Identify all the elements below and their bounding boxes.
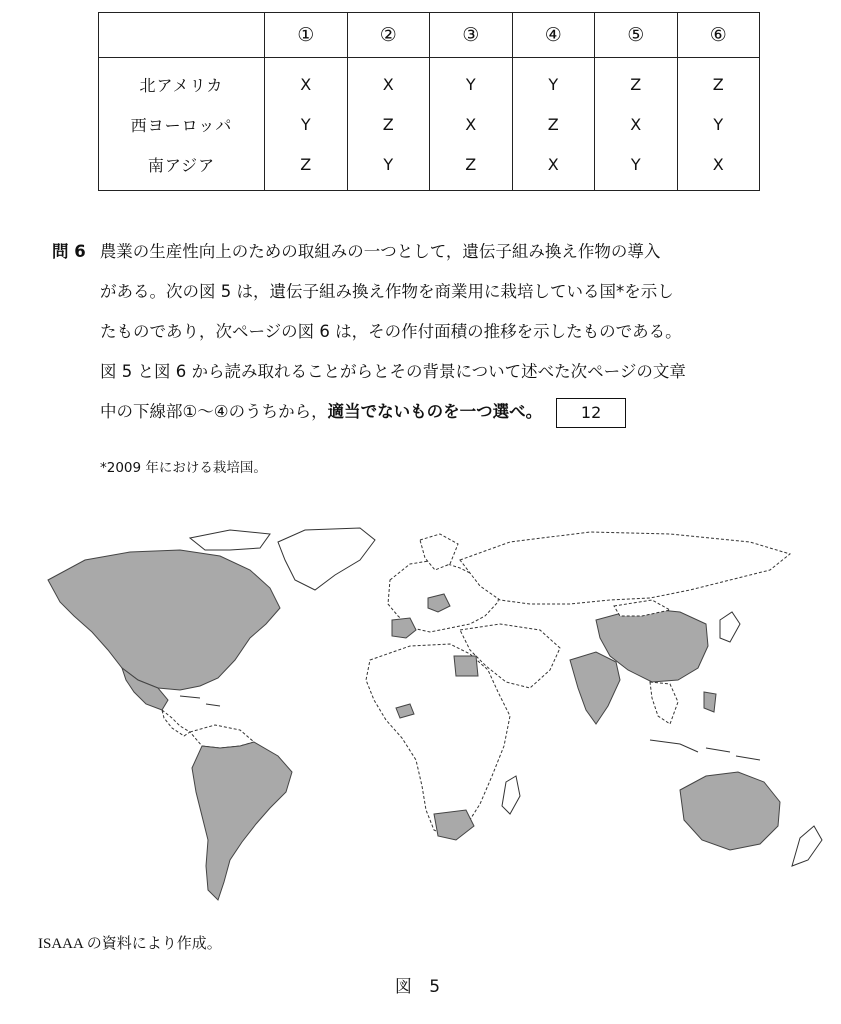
central-america-shape	[162, 710, 190, 736]
australia-shape	[680, 772, 780, 850]
choice-table	[98, 12, 760, 191]
caribbean-islands	[180, 696, 220, 706]
choice-header: ②	[347, 13, 430, 58]
russia-shape	[460, 532, 790, 604]
world-map	[30, 520, 830, 915]
table-row	[99, 144, 760, 191]
question-line: たものであり，次ページの図 6 は，その作付面積の推移を示したものである。	[100, 322, 682, 341]
choice-header: ①	[265, 13, 348, 58]
madagascar-shape	[502, 776, 520, 814]
question-emphasis: 適当でないものを一つ選べ。	[327, 402, 543, 421]
south-africa-shape	[434, 810, 474, 840]
table-cell: Z	[265, 144, 348, 191]
india-shape	[570, 652, 620, 724]
north-america-shape	[48, 550, 280, 690]
greenland-shape	[278, 528, 375, 590]
table-cell: Z	[595, 58, 678, 105]
choice-header: ⑥	[677, 13, 760, 58]
question-label: 問 6	[52, 242, 86, 261]
table-cell: Y	[347, 144, 430, 191]
table-cell: X	[265, 58, 348, 105]
region-label: 西ヨーロッパ	[99, 104, 265, 144]
question-line	[52, 392, 832, 432]
choice-header: ③	[430, 13, 513, 58]
arctic-islands	[190, 530, 270, 550]
question-line: がある。次の図 5 は，遺伝子組み換え作物を商業用に栽培している国*を示し	[100, 282, 674, 301]
table-cell: Y	[430, 58, 513, 105]
table-cell: Y	[595, 144, 678, 191]
choice-header: ④	[512, 13, 595, 58]
table-cell: Y	[677, 104, 760, 144]
choice-header: ⑤	[595, 13, 678, 58]
table-cell: X	[595, 104, 678, 144]
new-zealand-shape	[792, 826, 822, 866]
question-line	[52, 232, 832, 272]
region-label: 南アジア	[99, 144, 265, 191]
south-america-shape	[192, 742, 292, 900]
table-cell: Y	[265, 104, 348, 144]
question-text: 農業の生産性向上のための取組みの一つとして，遺伝子組み換え作物の導入	[99, 242, 661, 261]
africa-shape	[366, 644, 510, 838]
table-cell: Y	[512, 58, 595, 105]
japan-shape	[720, 612, 740, 642]
table-cell: X	[677, 144, 760, 191]
answer-box[interactable]: 12	[556, 398, 626, 428]
philippines-shape	[704, 692, 716, 712]
table-cell: Z	[512, 104, 595, 144]
region-label: 北アメリカ	[99, 58, 265, 105]
source-note: ISAAA の資料により作成。	[38, 936, 222, 952]
egypt-shape	[454, 656, 478, 676]
table-corner-cell	[99, 13, 265, 58]
footnote: *2009 年における栽培国。	[100, 460, 267, 476]
table-cell: X	[430, 104, 513, 144]
question-line: 図 5 と図 6 から読み取れることがらとその背景について述べた次ページの文章	[100, 362, 686, 381]
indonesia-islands	[650, 740, 760, 760]
question-text: 中の下線部①～④のうちから，	[100, 402, 328, 421]
table-cell: Z	[677, 58, 760, 105]
figure-caption: 図 5	[394, 977, 447, 997]
table-cell: Z	[347, 104, 430, 144]
table-header-row	[99, 13, 760, 58]
table-cell: X	[512, 144, 595, 191]
question-block	[52, 232, 832, 432]
table-cell: X	[347, 58, 430, 105]
table-row	[99, 58, 760, 105]
table-cell: Z	[430, 144, 513, 191]
table-row	[99, 104, 760, 144]
southeast-asia-shape	[650, 682, 678, 724]
